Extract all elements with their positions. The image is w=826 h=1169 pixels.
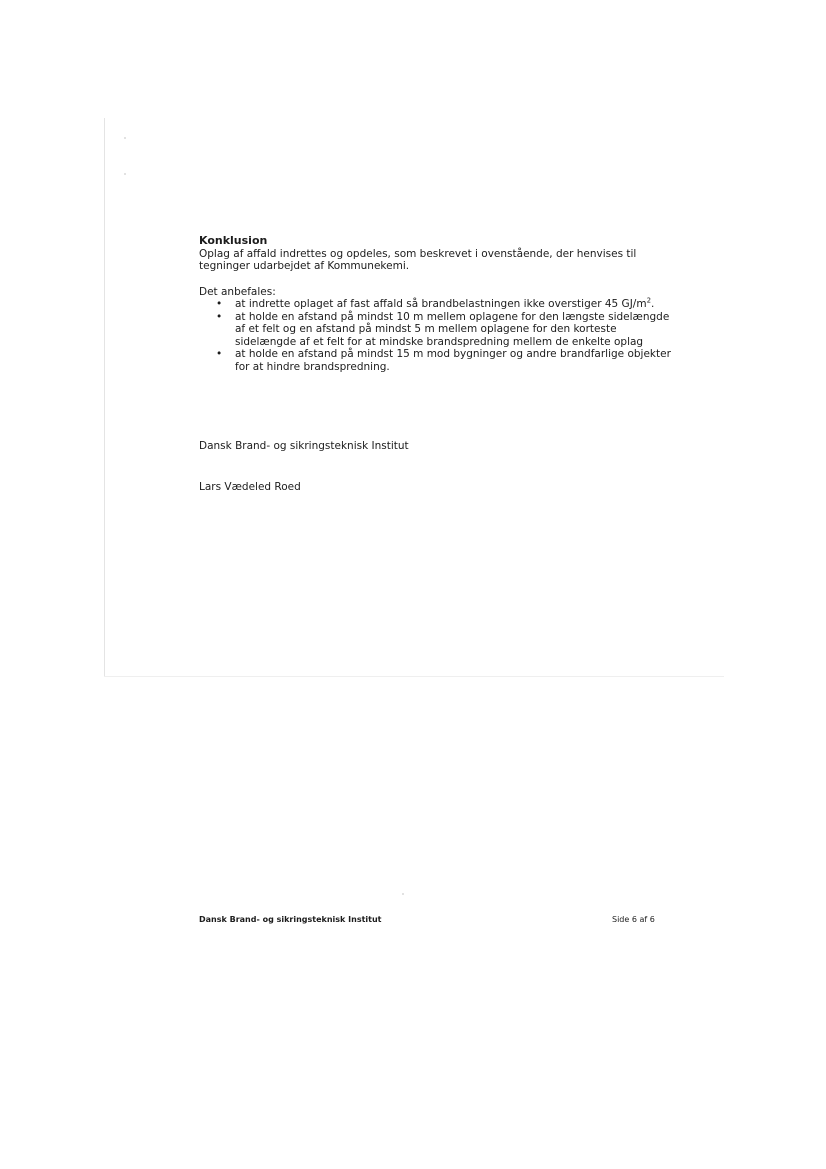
list-item-suffix: . bbox=[651, 298, 655, 310]
conclusion-paragraph: Oplag af affald indrettes og opdeles, som beskrevet i ovenstående, der henvises til tegninger udarbejdet af Kommunekemi. bbox=[199, 247, 637, 272]
footer-page-number: Side 6 af 6 bbox=[612, 915, 655, 924]
conclusion-section bbox=[199, 235, 679, 373]
scan-border-left bbox=[104, 118, 105, 676]
list-item bbox=[216, 348, 679, 373]
signature-organization: Dansk Brand- og sikringsteknisk Institut bbox=[199, 440, 409, 452]
signature-name: Lars Vædeled Roed bbox=[199, 481, 301, 493]
list-item-text: at holde en afstand på mindst 15 m mod bygninger og andre brandfarlige objekter for at hindre brandspredning. bbox=[235, 348, 671, 373]
bullet-icon: • bbox=[216, 348, 223, 360]
list-item bbox=[216, 296, 679, 311]
recommendations-list bbox=[199, 298, 679, 373]
list-item-text: at indrette oplaget af fast affald så brandbelastningen ikke overstiger 45 GJ/m bbox=[235, 298, 647, 310]
list-item bbox=[216, 310, 679, 349]
scan-speck bbox=[402, 893, 404, 895]
bullet-icon: • bbox=[216, 298, 223, 310]
scan-speck bbox=[124, 173, 126, 175]
list-item-text: at holde en afstand på mindst 10 m mellem oplagene for den længste sidelængde af et felt og en afstand på mindst 5 m mellem oplagene for den korteste sidelængde af et felt for at mindske brandspredning mellem de enkelte oplag bbox=[235, 310, 670, 348]
scan-speck bbox=[124, 137, 126, 139]
section-heading: Konklusion bbox=[199, 234, 268, 247]
bullet-icon: • bbox=[216, 310, 223, 323]
list-item-superscript: 2 bbox=[646, 296, 652, 305]
scan-border-bottom bbox=[104, 676, 724, 677]
footer-organization: Dansk Brand- og sikringsteknisk Institut bbox=[199, 915, 382, 924]
recommendations-intro: Det anbefales: bbox=[199, 285, 276, 298]
